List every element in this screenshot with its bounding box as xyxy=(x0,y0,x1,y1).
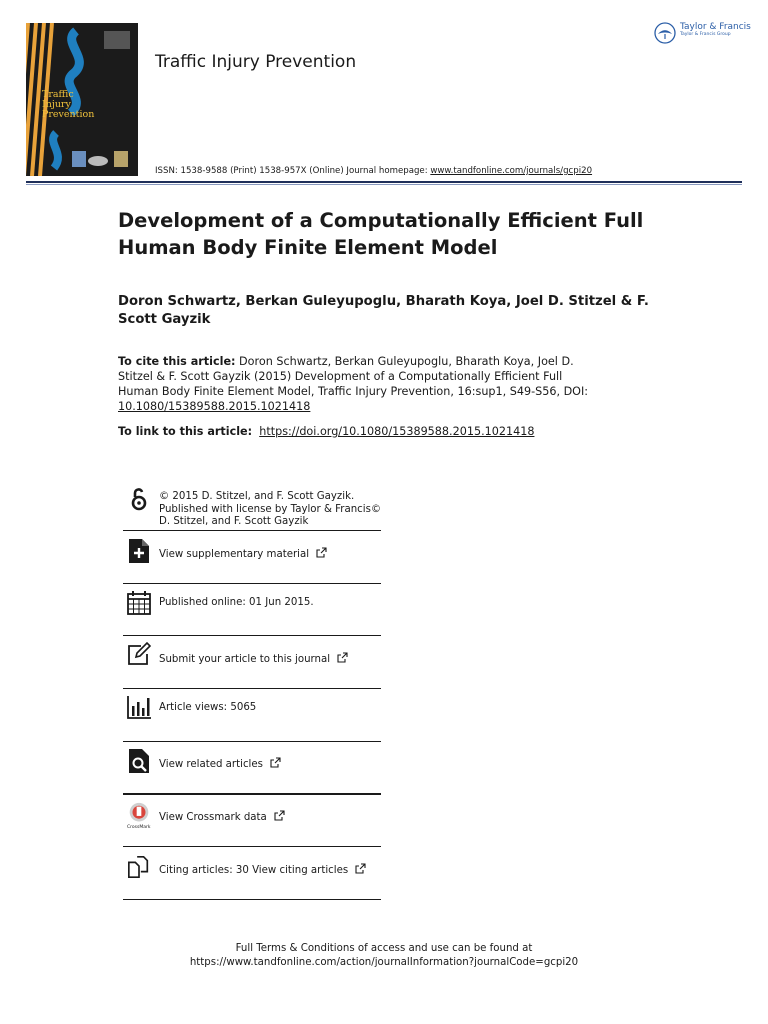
divider xyxy=(123,793,381,795)
cite-label: To cite this article: xyxy=(118,355,236,368)
publisher-logo-icon xyxy=(654,22,676,44)
submit-article-link[interactable]: Submit your article to this journal xyxy=(159,654,331,665)
published-row xyxy=(123,588,381,634)
divider xyxy=(123,635,381,636)
publisher-logo xyxy=(654,22,751,44)
citing-row[interactable] xyxy=(123,851,381,897)
edit-icon xyxy=(127,642,151,668)
related-articles-link[interactable]: View related articles xyxy=(159,759,263,770)
article-title: Development of a Computationally Efficient Full Human Body Finite Element Model xyxy=(118,209,644,259)
issn-line xyxy=(155,166,592,176)
crossmark-row[interactable] xyxy=(123,798,381,844)
license-text: © 2015 D. Stitzel, and F. Scott Gayzik. Published with license by Taylor & Francis© D. Stitzel, and F. Scott Gayzik xyxy=(159,491,382,527)
journal-title: Traffic Injury Prevention xyxy=(155,52,357,72)
header-divider xyxy=(26,181,742,183)
issn-text: ISSN: 1538-9588 (Print) 1538-957X (Online) Journal homepage: xyxy=(155,166,431,176)
document-plus-icon xyxy=(127,538,151,564)
article-authors: Doron Schwartz, Berkan Guleyupoglu, Bharath Koya, Joel D. Stitzel & F. Scott Gayzik xyxy=(118,294,649,327)
crossmark-badge-text: CrossMark xyxy=(127,825,151,830)
divider xyxy=(123,846,381,847)
external-link-icon xyxy=(337,652,348,663)
bar-chart-icon xyxy=(127,694,151,720)
divider xyxy=(123,899,381,900)
submit-row[interactable] xyxy=(123,640,381,686)
citing-articles-icon xyxy=(127,854,151,880)
divider xyxy=(123,583,381,584)
article-views: Article views: 5065 xyxy=(159,702,257,713)
divider xyxy=(123,530,381,531)
journal-homepage-link[interactable]: www.tandfonline.com/journals/gcpi20 xyxy=(430,166,593,176)
divider xyxy=(123,688,381,689)
article-doi-link[interactable]: https://doi.org/10.1080/15389588.2015.1021418 xyxy=(259,425,535,438)
header-divider-thin xyxy=(26,184,742,185)
footer-terms-url[interactable]: https://www.tandfonline.com/action/journalInformation?journalCode=gcpi20 xyxy=(189,957,579,968)
external-link-icon xyxy=(316,547,327,558)
document-search-icon xyxy=(127,748,151,774)
published-date: Published online: 01 Jun 2015. xyxy=(159,597,314,608)
citation-block xyxy=(118,354,598,414)
views-row xyxy=(123,693,381,739)
calendar-icon xyxy=(127,590,151,616)
external-link-icon xyxy=(270,757,281,768)
crossmark-link[interactable]: View Crossmark data xyxy=(159,812,267,823)
open-access-icon xyxy=(127,486,151,512)
terms-footer xyxy=(0,942,768,970)
cite-text: Doron Schwartz, Berkan Guleyupoglu, Bharath Koya, Joel D. Stitzel & F. Scott Gayzik (2015) Development of a Computationally Efficient Full Human Body Finite Element Model, Traffic Injury Prevention, 16:sup1, S49-S56, DOI: xyxy=(118,355,589,398)
supplementary-row[interactable] xyxy=(123,535,381,581)
divider xyxy=(123,741,381,742)
external-link-icon xyxy=(274,810,285,821)
publisher-name: Taylor & Francis xyxy=(680,22,751,32)
related-row[interactable] xyxy=(123,746,381,792)
external-link-icon xyxy=(355,863,366,874)
link-label: To link to this article: xyxy=(118,425,253,438)
footer-line-1: Full Terms & Conditions of access and use can be found at xyxy=(235,943,533,954)
publisher-subname: Taylor & Francis Group xyxy=(680,32,731,37)
license-row xyxy=(123,485,381,529)
cite-doi-link[interactable]: 10.1080/15389588.2015.1021418 xyxy=(118,400,311,413)
cover-title: Traffic Injury Prevention xyxy=(42,89,95,120)
article-link-block xyxy=(118,424,534,439)
citing-articles-link[interactable]: Citing articles: 30 View citing articles xyxy=(159,865,349,876)
supplementary-link[interactable]: View supplementary material xyxy=(159,549,310,560)
